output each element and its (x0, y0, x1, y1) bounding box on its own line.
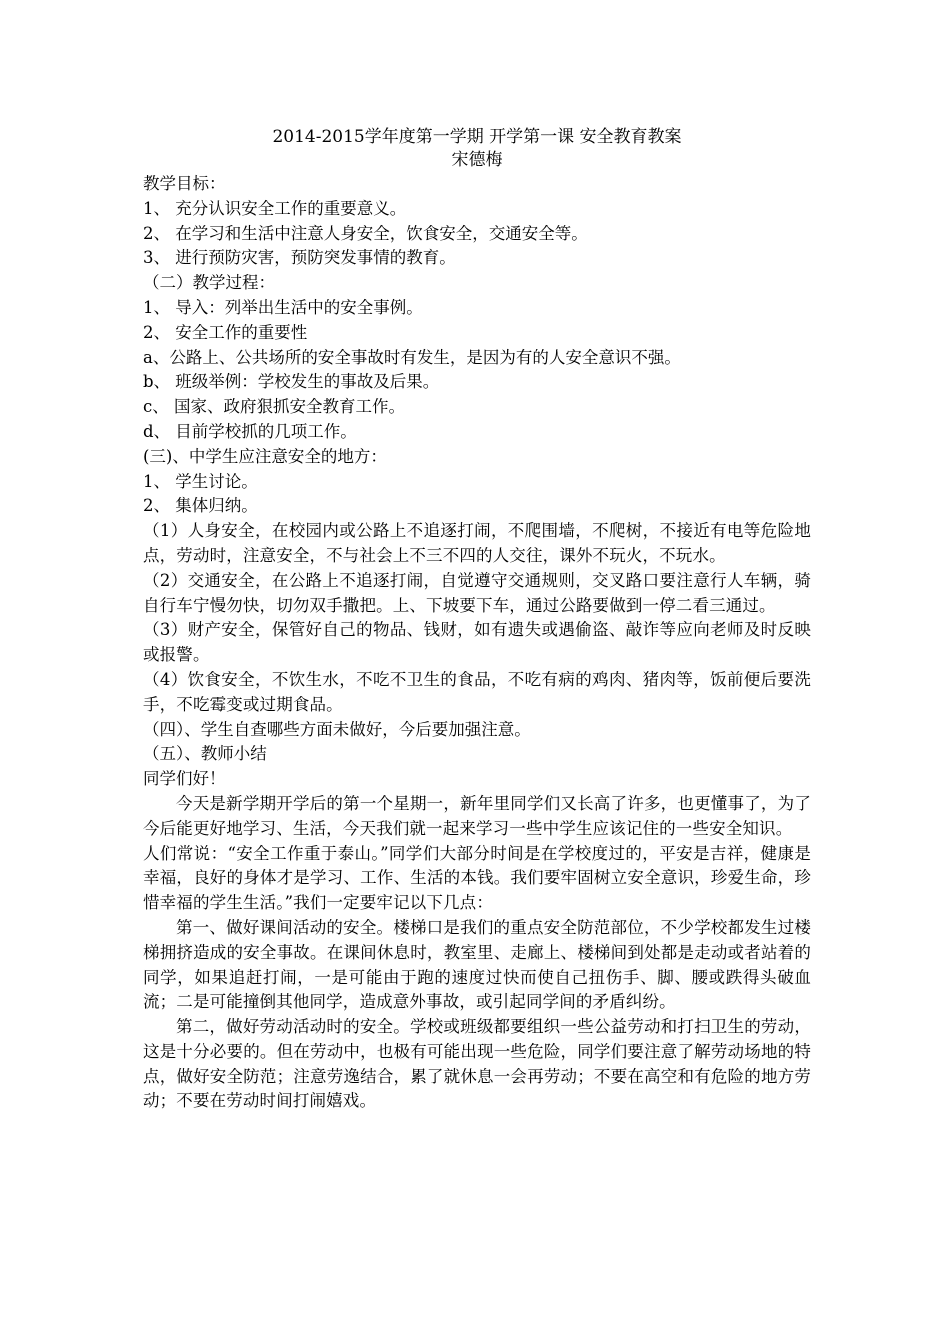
process-item-1: 1、 导入：列举出生活中的安全事例。 (143, 297, 423, 317)
safety-item-traffic: （2）交通安全，在公路上不追逐打闹，自觉遵守交通规则，交叉路口要注意行人车辆，骑自行车宁慢勿快，切勿双手撒把。上、下坡要下车，通过公路要做到一停二看三通过。 (143, 570, 811, 615)
objective-item-3: 3、 进行预防灾害，预防突发事情的教育。 (143, 248, 456, 268)
document-author: 宋德梅 (451, 150, 503, 170)
speech-saying-paragraph: 人们常说：“安全工作重于泰山。”同学们大部分时间是在学校度过的，平安是吉祥，健康是幸福，良好的身体才是学习、工作、生活的本钱。我们要牢固树立安全意识，珍爱生命，珍惜幸福的学生生活。”我们一定要牢记以下几点： (143, 843, 811, 913)
safety-item-food: （4）饮食安全，不饮生水，不吃不卫生的食品，不吃有病的鸡肉、猪肉等，饭前便后要洗手，不吃霉变或过期食品。 (143, 669, 811, 714)
speech-intro-paragraph: 今天是新学期开学后的第一个星期一，新年里同学们又长高了许多，也更懂事了，为了今后能更好地学习、生活，今天我们就一起来学习一些中学生应该记住的一些安全知识。 (143, 793, 811, 838)
objective-item-1: 1、 充分认识安全工作的重要意义。 (143, 198, 407, 218)
document-body (143, 126, 811, 1114)
speech-point-one-paragraph: 第一、做好课间活动的安全。楼梯口是我们的重点安全防范部位，不少学校都发生过楼梯拥挤造成的安全事故。在课间休息时，教室里、走廊上、楼梯间到处都是走动或者站着的同学，如果追赶打闹，一是可能由于跑的速度过快而使自己扭伤手、脚、腰或跌得头破血流；二是可能撞倒其他同学，造成意外事故，或引起同学间的矛盾纠纷。 (143, 917, 811, 1012)
self-check-heading: （四）、学生自查哪些方面未做好，今后要加强注意。 (143, 719, 531, 739)
process-item-2: 2、 安全工作的重要性 (143, 322, 308, 342)
safety-item-property: （3）财产安全，保管好自己的物品、钱财，如有遗失或遇偷盗、敲诈等应向老师及时反映或报警。 (143, 620, 811, 665)
importance-item-d: d、 目前学校抓的几项工作。 (143, 421, 357, 441)
safety-places-item-1: 1、 学生讨论。 (143, 471, 258, 491)
safety-places-heading: (三)、中学生应注意安全的地方： (143, 446, 387, 466)
speech-point-two-paragraph: 第二，做好劳动活动时的安全。学校或班级都要组织一些公益劳动和打扫卫生的劳动，这是十分必要的。但在劳动中，也极有可能出现一些危险，同学们要注意了解劳动场地的特点，做好安全防范；注意劳逸结合，累了就休息一会再劳动；不要在高空和有危险的地方劳动；不要在劳动时间打闹嬉戏。 (143, 1017, 811, 1111)
objective-item-2: 2、 在学习和生活中注意人身安全，饮食安全，交通安全等。 (143, 223, 588, 243)
importance-item-b: b、 班级举例：学校发生的事故及后果。 (143, 372, 440, 392)
process-heading: （二）教学过程： (143, 273, 275, 293)
document-title: 2014-2015学年度第一学期 开学第一课 安全教育教案 (272, 127, 682, 147)
safety-item-personal: （1）人身安全，在校园内或公路上不追逐打闹，不爬围墙，不爬树，不接近有电等危险地点，劳动时，注意安全，不与社会上不三不四的人交往，课外不玩火，不玩水。 (143, 521, 811, 565)
importance-item-a: a、公路上、公共场所的安全事故时有发生，是因为有的人安全意识不强。 (143, 347, 681, 367)
speech-greeting: 同学们好！ (143, 769, 226, 789)
objectives-heading: 教学目标： (143, 174, 226, 193)
importance-item-c: c、 国家、政府狠抓安全教育工作。 (143, 397, 405, 417)
safety-places-item-2: 2、 集体归纳。 (143, 496, 258, 516)
summary-heading: （五）、教师小结 (143, 744, 267, 764)
